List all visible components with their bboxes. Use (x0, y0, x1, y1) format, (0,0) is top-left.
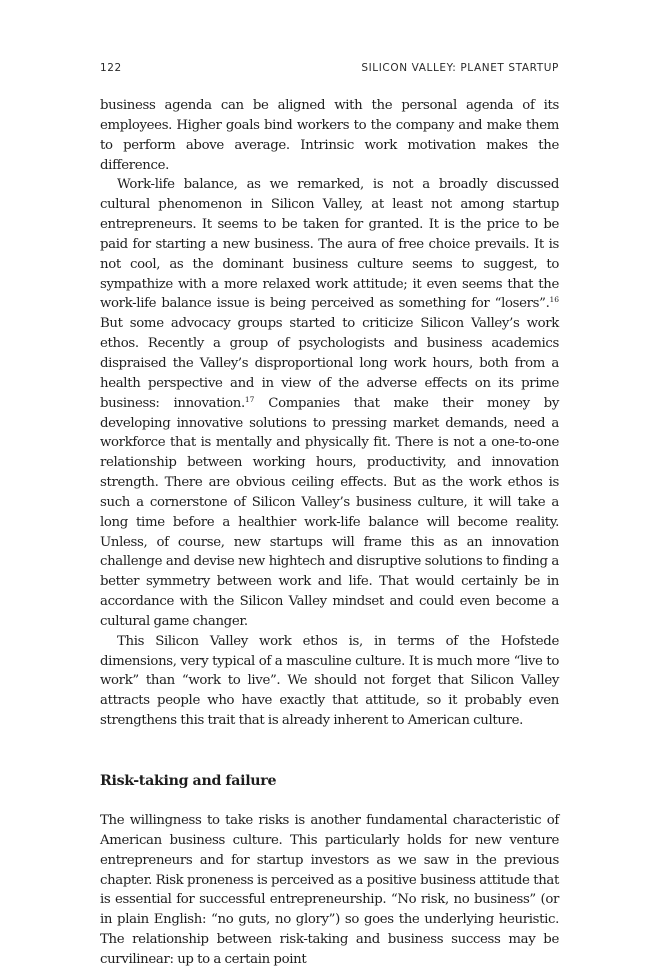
section-heading: Risk-taking and failure (100, 773, 277, 789)
running-title: SILICON VALLEY: PLANET STARTUP (361, 62, 559, 74)
footnote-ref-17: 17 (244, 394, 255, 404)
main-text (100, 96, 559, 970)
text-run: But some advocacy groups started to criticize Silicon Valley’s work ethos. Recently a group of psychologists and business academics dispraised the Valley’s disproportional long work hours, both from a health perspective and in view of the adverse effects on its prime business: innovation. (100, 316, 559, 411)
paragraph-work-life-balance (100, 175, 559, 631)
paragraph-work-ethos: This Silicon Valley work ethos is, in terms of the Hofstede dimensions, very typical of a masculine culture. It is much more “live to work” than “work to live”. We should not forget that Silicon Valley attracts people who have exactly that attitude, so it probably even strengthens this trait that is already inherent to American culture. (100, 633, 559, 729)
footnote-ref-16: 16 (549, 295, 559, 305)
paragraph-risk-taking: The willingness to take risks is another fundamental characteristic of American business culture. This particularly holds for new venture entrepreneurs and for startup investors as we saw in the previous chapter. Risk proneness is perceived as a positive business attitude that is essential for successful entrepreneurship. “No risk, no business” (or in plain English: “no guts, no glory”) so goes the underlying heuristic. The relationship between risk-taking and business success may be curvilinear: up to a certain point (100, 813, 559, 967)
running-head (100, 62, 559, 78)
text-run: Companies that make their money by developing innovative solutions to pressing market demands, need a workforce that is mentally and physically fit. There is not a one-to-one relationship between working hours, productivity, and innovation strength. There are obvious ceiling effects. But as the work ethos is such a cornerstone of Silicon Valley’s business culture, it will take a long time before a healthier work-life balance will become reality. Unless, of course, new startups will frame this as an innovation challenge and devise new hightech and disruptive solutions to finding a better symmetry between work and life. That would certainly be in accordance with the Silicon Valley mindset and could even become a cultural game changer. (100, 395, 560, 629)
paragraph-continuation: business agenda can be aligned with the personal agenda of its employees. Higher goals bind workers to the company and make them to perform above average. Intrinsic work motivation makes the difference. (100, 98, 559, 173)
page-number: 122 (100, 62, 122, 74)
text-run: Work-life balance, as we remarked, is not a broadly discussed cultural phenomenon in Silicon Valley, at least not among startup entrepreneurs. It seems to be taken for granted. It is the price to be paid for starting a new business. The aura of free choice prevails. It is not cool, as the dominant business culture seems to suggest, to sympathize with a more relaxed work attitude; it even seems that the work-life balance issue is being perceived as something for “losers”. (100, 177, 559, 312)
